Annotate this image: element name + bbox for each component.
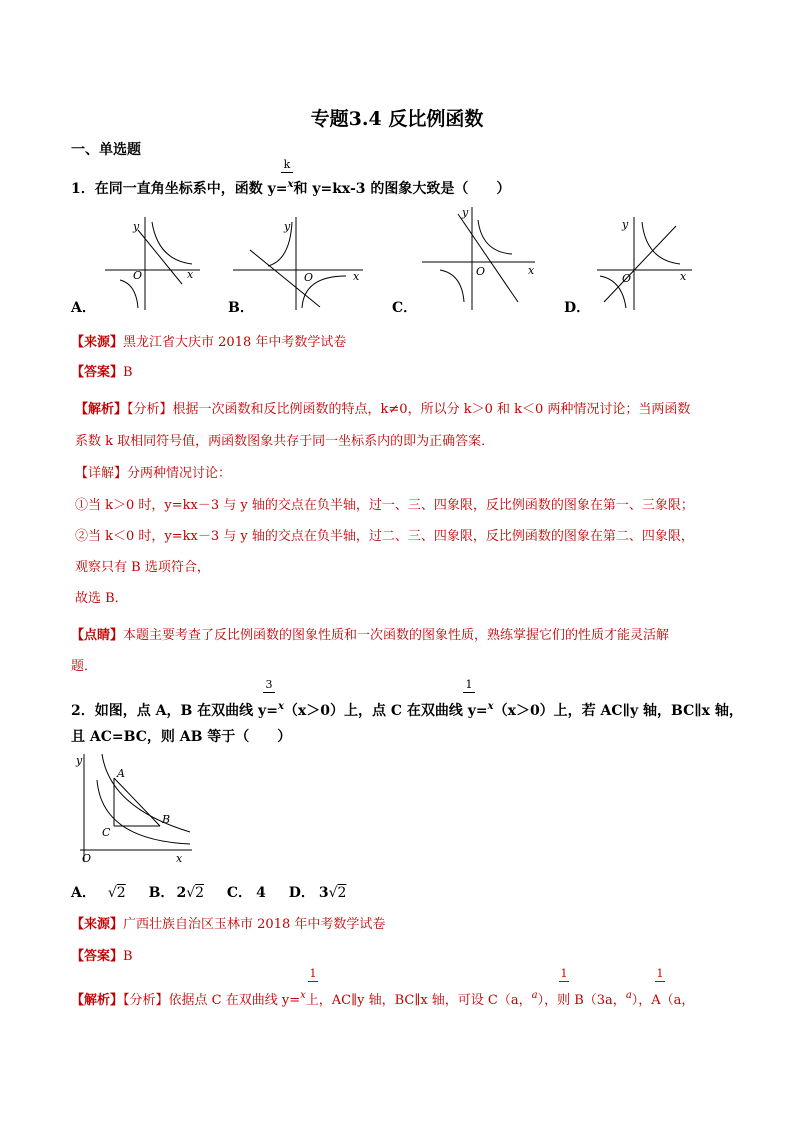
q2-frac3-den: x xyxy=(300,990,306,1001)
q2-fig-x: x xyxy=(176,852,183,865)
q2-fenxi-tag: 【分析】 xyxy=(123,993,169,1008)
q1-fenxi-tag: 【分析】 xyxy=(127,402,173,417)
q2-line1-c: （x＞0）上，若 AC∥y 轴，BC∥x 轴， xyxy=(493,703,743,719)
q2-frac4-num: 1 xyxy=(560,967,568,980)
graph-c-x: x xyxy=(528,264,535,277)
q1-option-c[interactable]: C． xyxy=(392,300,418,316)
q2-fraction5 xyxy=(655,968,665,983)
q1-frac-num: k xyxy=(283,158,291,171)
q1-analysis-tag: 【解析】 xyxy=(75,402,128,417)
q2-stem-line2: 且 AC=BC，则 AB 等于（ ） xyxy=(71,729,292,745)
q1-comment-line1 xyxy=(71,624,669,643)
q2-answer-tag: 【答案】 xyxy=(71,949,124,964)
q1-stem xyxy=(71,178,510,198)
q1-detail-line4: 故选 B． xyxy=(75,591,128,606)
q1-analysis-line1 xyxy=(75,398,690,417)
q2-fig-o: O xyxy=(82,852,92,865)
q2-analysis-a: 依据点 C 在双曲线 y= xyxy=(168,993,301,1008)
q1-analysis-text1: 根据一次函数和反比例函数的特点，k≠0，所以分 k＞0 和 k＜0 两种情况讨论；当两函数 xyxy=(172,402,691,417)
graph-a-y: y xyxy=(133,220,140,233)
q2-analysis-line xyxy=(71,989,694,1008)
q2-line1-b: （x＞0）上，点 C 在双曲线 y= xyxy=(283,703,488,719)
graph-b-y: y xyxy=(284,220,291,233)
q1-answer-tag: 【答案】 xyxy=(71,365,124,380)
q2-fraction1 xyxy=(263,679,275,694)
q2-fig-c: C xyxy=(102,826,111,839)
q1-graph-d xyxy=(592,212,697,312)
q1-option-b[interactable]: B． xyxy=(228,300,254,316)
q1-detail-tag: 【详解】 xyxy=(75,466,128,481)
q2-option-c[interactable]: C． xyxy=(226,885,253,901)
q2-source-text: 广西壮族自治区玉林市 2018 年中考数学试卷 xyxy=(123,917,386,932)
q1-source xyxy=(71,331,346,350)
q1-prefix: 1．在同一直角坐标系中，函数 y= xyxy=(71,181,288,197)
graph-d-y: y xyxy=(622,218,629,231)
q1-analysis-line2: 系数 k 取相同符号值，两函数图象共存于同一坐标系内的即为正确答案． xyxy=(75,434,495,449)
q2-fraction3 xyxy=(308,968,318,983)
q2-option-b[interactable]: B． xyxy=(148,885,175,901)
q1-answer xyxy=(71,361,133,380)
graph-a-x: x xyxy=(187,268,194,281)
q2-fraction4 xyxy=(559,968,569,983)
q2-options: A． √2 B． 2√2 C． 4 D． 3√2 xyxy=(71,885,347,901)
q2-frac1-den: x xyxy=(277,701,284,712)
q2-fig-a: A xyxy=(117,767,125,780)
q1-comment-line2: 题． xyxy=(71,659,98,674)
graph-b-o: O xyxy=(304,271,314,284)
graph-c-y: y xyxy=(462,206,469,219)
q1-comment-tag: 【点睛】 xyxy=(71,628,124,643)
q2-source-tag: 【来源】 xyxy=(71,917,124,932)
graph-d-x: x xyxy=(680,270,687,283)
q2-stem-line1 xyxy=(71,700,743,720)
q2-figure xyxy=(72,750,197,868)
q1-comment-text1: 本题主要考查了反比例函数的图象性质和一次函数的图象性质，熟练掌握它们的性质才能灵活解 xyxy=(123,628,670,643)
q1-fraction xyxy=(281,159,293,174)
q2-option-c-val: 4 xyxy=(256,885,266,901)
q1-graph-c xyxy=(420,202,540,312)
section-heading: 一、单选题 xyxy=(71,142,141,158)
q1-frac-den: x xyxy=(287,179,294,190)
q2-fig-b: B xyxy=(162,813,171,826)
q1-detail-line3: 观察只有 B 选项符合， xyxy=(75,560,210,575)
page-title: 专题3.4 反比例函数 xyxy=(310,108,484,130)
q2-fig-y: y xyxy=(76,754,83,767)
q1-suffix: 和 y=kx-3 的图象大致是（ ） xyxy=(293,181,511,197)
q1-option-d[interactable]: D． xyxy=(564,300,591,316)
q2-frac5-den: a xyxy=(625,990,632,1001)
q2-frac1-num: 3 xyxy=(265,678,273,691)
q2-answer xyxy=(71,945,133,964)
q2-option-a-val: 2 xyxy=(116,885,126,901)
q2-analysis-tag: 【解析】 xyxy=(71,993,124,1008)
q1-option-a[interactable]: A． xyxy=(71,300,96,316)
q1-detail-line1: ①当 k＞0 时，y=kx－3 与 y 轴的交点在负半轴，过一、三、四象限，反比例函数的图象在第一、三象限； xyxy=(75,498,694,513)
q2-frac2-num: 1 xyxy=(465,678,473,691)
q2-analysis-b: 上，AC∥y 轴，BC∥x 轴，可设 C（a， xyxy=(305,993,532,1008)
q2-frac4-den: a xyxy=(531,990,538,1001)
q1-detail-text0: 分两种情况讨论： xyxy=(127,466,232,481)
q2-analysis-d: ），A（a， xyxy=(631,993,695,1008)
q2-option-b-val: 2 xyxy=(176,885,187,901)
q2-answer-text: B xyxy=(123,949,133,964)
q2-option-a[interactable]: A． xyxy=(71,885,96,901)
q2-analysis-c: ），则 B（3a， xyxy=(537,993,626,1008)
graph-d-o: O xyxy=(622,272,632,285)
q2-source xyxy=(71,913,385,932)
q1-detail-line0 xyxy=(75,462,231,481)
q1-source-tag: 【来源】 xyxy=(71,335,124,350)
q1-answer-text: B xyxy=(123,365,133,380)
graph-c-o: O xyxy=(476,265,486,278)
q2-frac3-num: 1 xyxy=(309,967,317,980)
q1-detail-line2: ②当 k＜0 时，y=kx－3 与 y 轴的交点在负半轴，过二、三、四象限，反比例函数的图象在第二、四象限， xyxy=(75,529,694,544)
q2-line1-a: 2．如图，点 A，B 在双曲线 y= xyxy=(71,703,278,719)
q1-graph-a xyxy=(100,212,205,312)
q2-option-d-val: 3 xyxy=(318,885,329,901)
graph-a-o: O xyxy=(133,269,143,282)
q2-frac5-num: 1 xyxy=(656,967,664,980)
graph-b-x: x xyxy=(353,270,360,283)
q2-option-d[interactable]: D． xyxy=(288,885,315,901)
q1-source-text: 黑龙江省大庆市 2018 年中考数学试卷 xyxy=(123,335,347,350)
q2-frac2-den: x xyxy=(487,701,494,712)
q2-fraction2 xyxy=(463,679,475,694)
